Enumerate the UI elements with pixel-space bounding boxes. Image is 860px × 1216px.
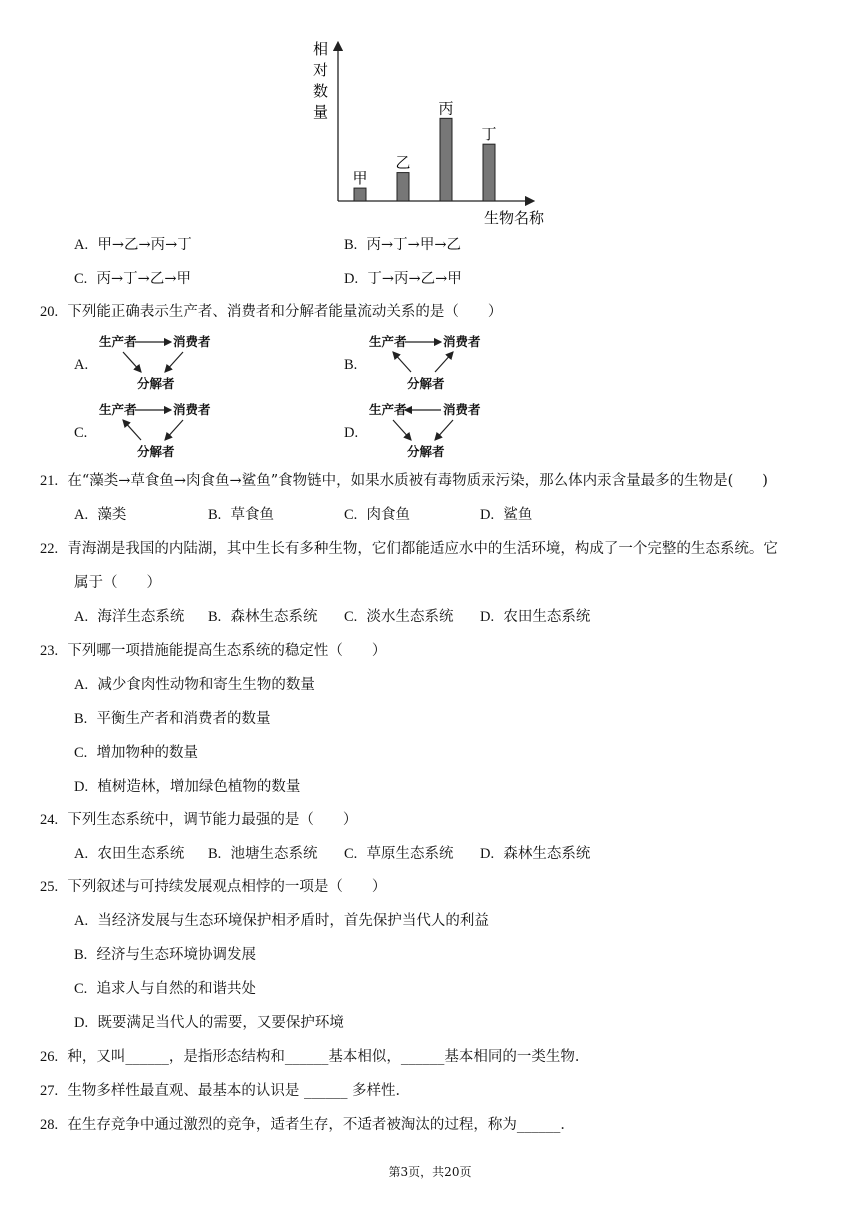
option-text: 增加物种的数量	[96, 745, 199, 761]
option-key: D.	[480, 507, 495, 523]
q20-option-b[interactable]: B.	[344, 357, 358, 373]
option-key: A.	[74, 677, 89, 693]
bar-丙	[440, 118, 452, 201]
option-key: B.	[74, 947, 88, 963]
option-text: 农田生态系统	[97, 846, 185, 862]
option-key: D.	[74, 1015, 89, 1031]
question-number: 21.	[40, 473, 59, 489]
question-text: 在生存竞争中通过激烈的竞争，适者生存，不适者被淘汰的过程，称为______．	[67, 1117, 575, 1133]
option-text: 农田生态系统	[503, 609, 591, 625]
q23-stem	[40, 642, 386, 660]
diagram-b-producer: 生产者	[369, 334, 407, 349]
question-text: 下列生态系统中，调节能力最强的是（ ）	[67, 812, 358, 828]
diagram-b-arrows	[365, 330, 495, 390]
q22-option-b[interactable]	[208, 608, 318, 626]
option-text: 淡水生态系统	[366, 609, 454, 625]
question-text: 在“藻类→草食鱼→肉食鱼→鲨鱼”食物链中，如果水质被有毒物质汞污染，那么体内汞含量最多的生物是( )	[67, 473, 768, 489]
bar-甲	[354, 188, 366, 201]
y-axis-label	[313, 40, 328, 121]
option-key: A.	[74, 507, 89, 523]
question-text: 种，又叫______，是指形态结构和______基本相似，______基本相同的一类生物．	[67, 1049, 590, 1065]
option-key: A.	[74, 609, 89, 625]
y-axis-label-char: 相	[313, 40, 329, 58]
bar-乙	[397, 173, 409, 201]
q20-option-a[interactable]: A.	[74, 357, 89, 373]
q21-stem	[40, 472, 768, 490]
diagram-a-arrows	[95, 330, 225, 390]
diagram-c-decomposer: 分解者	[137, 444, 175, 459]
diagram-d-arrows	[365, 398, 495, 458]
q21-option-c[interactable]	[344, 506, 410, 524]
q27-stem	[40, 1082, 410, 1100]
option-key: C.	[74, 981, 88, 997]
y-axis-label-char: 量	[313, 103, 329, 121]
q19-option-a[interactable]	[74, 236, 192, 254]
option-key: B.	[208, 846, 222, 862]
q22-option-c[interactable]	[344, 608, 454, 626]
option-text: 肉食鱼	[366, 507, 411, 523]
diagram-d-decomposer: 分解者	[407, 444, 445, 459]
option-text: 海洋生态系统	[97, 609, 185, 625]
question-number: 26.	[40, 1049, 59, 1065]
option-text: 追求人与自然的和谐共处	[96, 981, 257, 997]
diagram-c-consumer: 消费者	[173, 402, 211, 417]
bar-label-乙: 乙	[395, 153, 411, 172]
option-key: C.	[344, 846, 358, 862]
option-text: 丙→丁→乙→甲	[96, 271, 191, 287]
q22-stem-line2: 属于（ ）	[74, 575, 161, 591]
q22-stem	[40, 540, 778, 558]
question-text: 青海湖是我国的内陆湖，其中生长有多种生物，它们都能适应水中的生活环境，构成了一个完整的生态系统。它	[67, 541, 778, 557]
option-key: A.	[74, 913, 89, 929]
option-text: 减少食肉性动物和寄生生物的数量	[97, 677, 315, 693]
option-text: 草食鱼	[230, 507, 275, 523]
diagram-c-producer: 生产者	[99, 402, 137, 417]
question-text: 下列能正确表示生产者、消费者和分解者能量流动关系的是（ ）	[67, 304, 503, 320]
q19-option-b[interactable]	[344, 236, 461, 254]
question-number: 25.	[40, 879, 59, 895]
diagram-b-decomposer: 分解者	[407, 376, 445, 391]
q25-option-b[interactable]	[74, 946, 256, 964]
option-key: D.	[344, 271, 359, 287]
diagram-d-producer: 生产者	[369, 402, 407, 417]
option-key: B.	[208, 609, 222, 625]
option-text: 森林生态系统	[503, 846, 591, 862]
q21-option-a[interactable]	[74, 506, 126, 524]
q22-option-a[interactable]	[74, 608, 184, 626]
question-number: 27.	[40, 1083, 59, 1099]
option-key: D.	[480, 609, 495, 625]
diagram-a-producer: 生产者	[99, 334, 137, 349]
option-text: 池塘生态系统	[230, 846, 318, 862]
question-number: 22.	[40, 541, 59, 557]
q24-option-b[interactable]	[208, 845, 318, 863]
bar-label-丙: 丙	[438, 99, 454, 118]
q25-option-a[interactable]	[74, 912, 489, 930]
bar-label-甲: 甲	[352, 169, 368, 188]
option-key: C.	[74, 271, 88, 287]
question-number: 24.	[40, 812, 59, 828]
option-key: D.	[74, 779, 89, 795]
diagram-a-consumer: 消费者	[173, 334, 211, 349]
q24-option-c[interactable]	[344, 845, 454, 863]
option-text: 植树造林，增加绿色植物的数量	[97, 779, 301, 795]
option-text: 鲨鱼	[503, 507, 533, 523]
question-number: 28.	[40, 1117, 59, 1133]
bar-丁	[483, 144, 495, 201]
option-key: C.	[344, 609, 358, 625]
question-number: 20.	[40, 304, 59, 320]
option-key: D.	[480, 846, 495, 862]
q25-option-c[interactable]	[74, 980, 256, 998]
question-number: 23.	[40, 643, 59, 659]
option-text: 既要满足当代人的需要，又要保护环境	[97, 1015, 344, 1031]
option-text: 当经济发展与生态环境保护相矛盾时，首先保护当代人的利益	[97, 913, 489, 929]
option-key: C.	[344, 507, 358, 523]
q26-stem	[40, 1048, 589, 1066]
question-text: 下列叙述与可持续发展观点相悖的一项是（ ）	[67, 879, 387, 895]
option-key: B.	[208, 507, 222, 523]
q28-stem	[40, 1116, 575, 1134]
option-text: 平衡生产者和消费者的数量	[96, 711, 271, 727]
q24-stem	[40, 811, 357, 829]
y-axis-label-char: 数	[313, 82, 329, 100]
option-text: 藻类	[97, 507, 127, 523]
option-text: 丁→丙→乙→甲	[367, 271, 462, 287]
option-key: A.	[74, 237, 89, 253]
option-text: 丙→丁→甲→乙	[366, 237, 461, 253]
q20-stem	[40, 303, 502, 321]
q20-option-d[interactable]: D.	[344, 425, 359, 441]
q20-option-c[interactable]: C.	[74, 425, 88, 441]
bar-label-丁: 丁	[481, 125, 497, 144]
question-text: 下列哪一项措施能提高生态系统的稳定性（ ）	[67, 643, 387, 659]
q22-option-d[interactable]	[480, 608, 590, 626]
q23-option-a[interactable]	[74, 676, 315, 694]
option-key: B.	[74, 711, 88, 727]
diagram-c-arrows	[95, 398, 225, 458]
q21-option-b[interactable]	[208, 506, 274, 524]
diagram-b-consumer: 消费者	[443, 334, 481, 349]
y-axis-label-char: 对	[313, 61, 329, 79]
q25-option-d[interactable]	[74, 1014, 344, 1032]
q25-stem	[40, 878, 386, 896]
option-text: 森林生态系统	[230, 609, 318, 625]
bar-chart	[300, 38, 560, 230]
option-text: 经济与生态环境协调发展	[96, 947, 257, 963]
q23-option-c[interactable]	[74, 744, 198, 762]
q23-option-d[interactable]	[74, 778, 300, 796]
option-text: 草原生态系统	[366, 846, 454, 862]
option-key: B.	[344, 237, 358, 253]
q19-option-c[interactable]	[74, 270, 191, 288]
diagram-a-decomposer: 分解者	[137, 376, 175, 391]
q19-option-d[interactable]	[344, 270, 462, 288]
option-key: C.	[74, 745, 88, 761]
question-text: 生物多样性最直观、最基本的认识是 ______ 多样性．	[67, 1083, 411, 1099]
q21-option-d[interactable]	[480, 506, 532, 524]
q24-option-a[interactable]	[74, 845, 184, 863]
page-footer: 第3页，共20页	[388, 1165, 472, 1179]
diagram-d-consumer: 消费者	[443, 402, 481, 417]
option-text: 甲→乙→丙→丁	[97, 237, 192, 253]
x-axis-label: 生物名称	[484, 209, 545, 227]
option-key: A.	[74, 846, 89, 862]
q24-option-d[interactable]	[480, 845, 590, 863]
q23-option-b[interactable]	[74, 710, 271, 728]
